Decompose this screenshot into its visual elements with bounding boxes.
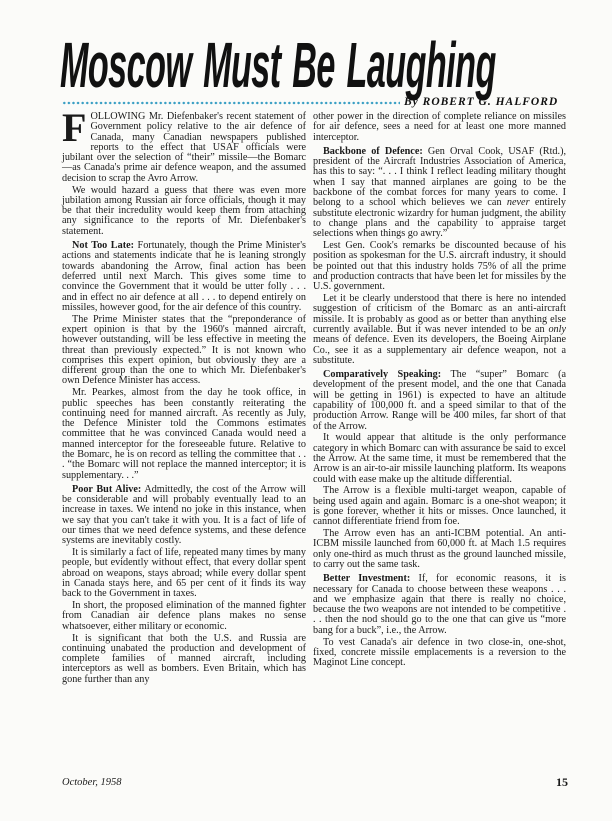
paragraph [313,147,566,240]
emphasis: never [506,197,530,209]
paragraph-text: Fortunately, though the Prime Minister's actions and statements indicate that he is leaning strongly towards abandoning the Arrow, final action has been deferred until next March. This gives some time to convince the Government that it would be utter folly . . . and in effect no air defence at all . . . to depend entirely on missiles, however good, for the air defence of this country. [62,240,306,313]
paragraph-text: It would appear that altitude is the only performance category in which Bomarc can with assurance be said to excel the Arrow. At the same time, it must be remembered that the Arrow is an air-to-air missile launching platform. Its weapons could with ease make up the altitude differential. [313,432,566,485]
paragraph [62,548,306,599]
paragraph [313,112,566,143]
paragraph-text: entirely substitute electronic wizardry for human judgment, the ability to change plans and the capability to appraise target selections when things go awry.” [313,197,567,240]
title-word: Moscow [60,29,192,101]
paragraph [62,601,306,632]
subhead: Not Too Late: [72,240,134,252]
paragraph [62,485,306,547]
emphasis: only [548,323,566,335]
paragraph [62,186,306,237]
title-word: Laughing [346,29,496,101]
article-title [60,29,496,101]
dotted-rule [62,101,400,105]
paragraph [62,315,306,387]
drop-cap: F [62,105,87,150]
article-column-right [313,112,566,670]
article-column-left [62,105,306,687]
subhead: Comparatively Speaking: [323,369,442,381]
paragraph-text: Mr. Pearkes, almost from the day he took office, in public speeches has been constantly reiterating the continuing need for manned aircraft. As recently as July, the Defence Minister told the Commons estimates committee that he was convinced Canada would need a manned interceptor for the foreseeable future. Relative to the Bomarc, he is on record as telling the committee that . . . “the Bomarc will not replace the manned interceptor; it is supplementary. . .” [62,387,306,481]
title-word: Be [292,29,335,101]
paragraph-text: We would hazard a guess that there was even more jubilation among Russian air force officials, though it may be that their incredulity would keep them from attaching any significance to the reports of Mr. Diefenbaker's statement. [62,184,306,237]
subhead: Backbone of Defence: [323,145,423,157]
title-word: Must [203,29,281,101]
paragraph [62,241,306,313]
paragraph-text: The Prime Minister states that the “preponderance of expert opinion is that by the 1960's manned aircraft, however outstanding, will be less effective in meeting the threat than previously expected.” It is not known who comprises this expert opinion, but obviously they are a different group than the one to which Mr. Diefenbaker's own Defence Minister has access. [62,313,306,387]
paragraph-text: The Arrow even has an anti-ICBM potential. An anti-ICBM missile launched from 60,000 ft. at Mach 1.5 requires only one-third as much thrust as the ground launched missile, to carry out the same task. [313,528,566,570]
paragraph [313,294,566,366]
paragraph-text: OLLOWING Mr. Diefenbaker's recent statement of Government policy relative to the air defence of Canada, many Canadian newspapers published reports to the effect that USAF officials were jubilant over the selection of “their” missile—the Bomarc—as Canada's prime air defence weapon, and the assumed decision to scrap the Avro Arrow. [62,111,306,184]
issue-date: October, 1958 [62,777,122,788]
paragraph-text: other power in the direction of complete reliance on missiles for air defence, sees a need for at least one more manned interceptor. [313,111,566,143]
paragraph [313,486,566,527]
paragraph [62,634,306,685]
paragraph [62,388,306,481]
paragraph [313,370,566,432]
paragraph [313,433,566,484]
paragraph-text: It is similarly a fact of life, repeated many times by many people, but evidently without effect, that every dollar spent abroad on weapons, stays abroad; while every dollar spent in Canada stays here, and 65 per cent of it finds its way back to the Government in taxes. [62,547,306,600]
paragraph-text: Gen Orval Cook, USAF (Rtd.), president of the Aircraft Industries Association of America, has this to say: “. . . I think I reflect leading military thought when I say that manned airplanes are going to be the backbone of the combat forces for many years to come. I belong to a school which believes we can [313,145,567,209]
paragraph [62,105,306,184]
byline: By ROBERT G. HALFORD [404,96,559,108]
paragraph [313,529,566,570]
subhead: Poor But Alive: [72,483,142,495]
paragraph [313,574,566,636]
paragraph-text: The “super” Bomarc (a development of the present model, and the one that Canada will be getting in 1961) is expected to have an altitude capability of 100,000 ft. and a speed similar to that of the production Arrow. Range will be 400 miles, far short of that of the Arrow. [313,369,566,432]
paragraph-text: It is significant that both the U.S. and Russia are continuing unabated the production and development of complete families of manned aircraft, including interceptors as well as bombers. Even Britain, which has gone further than any [62,632,306,685]
paragraph-text: To vest Canada's air defence in two close-in, one-shot, fixed, concrete missile emplacements is a reversion to the Maginot Line concept. [313,636,566,669]
paragraph-text: The Arrow is a flexible multi-target weapon, capable of being used again and again. Bomarc is a one-shot weapon; it is gone forever, whether it hits or misses. Once launched, it cannot differentiate friend from foe. [313,485,566,528]
paragraph-text: If, for economic reasons, it is necessary for Canada to choose between these weapons . . . and we emphasize again that there is really no choice, because the two weapons are not intended to be competitive . . . then the nod should go to the one that can give us “more bang for a buck”, i.e., the Arrow. [313,573,566,636]
paragraph-text: In short, the proposed elimination of the manned fighter from Canadian air defence plans makes no sense whatsoever, either military or economic. [62,600,306,632]
paragraph-text: Admittedly, the cost of the Arrow will be considerable and will probably eventually lead to an increase in taxes. We intend no joke in this instance, when we say that you can't take it with you. It is a fact of life of our times that we need defence systems, and these defence systems are inevitably costly. [62,483,306,547]
paragraph-text: Let it be clearly understood that there is here no intended suggestion of criticism of the Bomarc as an anti-aircraft missile. It is probably as good as or better than anything else currently available. But it was never intended to be an [313,293,566,335]
page-number: 15 [556,775,568,789]
paragraph [313,638,566,669]
paragraph [313,241,566,292]
paragraph-text: means of defence. Even its developers, the Boeing Airplane Co., see it as a supplementary air defence weapon, not a substitute. [313,334,566,366]
subhead: Better Investment: [323,573,411,585]
paragraph-text: Lest Gen. Cook's remarks be discounted because of his position as spokesman for the U.S. aircraft industry, it should be pointed out that this industry holds 75% of all the prime and production contracts that have been let for missiles by the U.S. government. [313,240,566,293]
